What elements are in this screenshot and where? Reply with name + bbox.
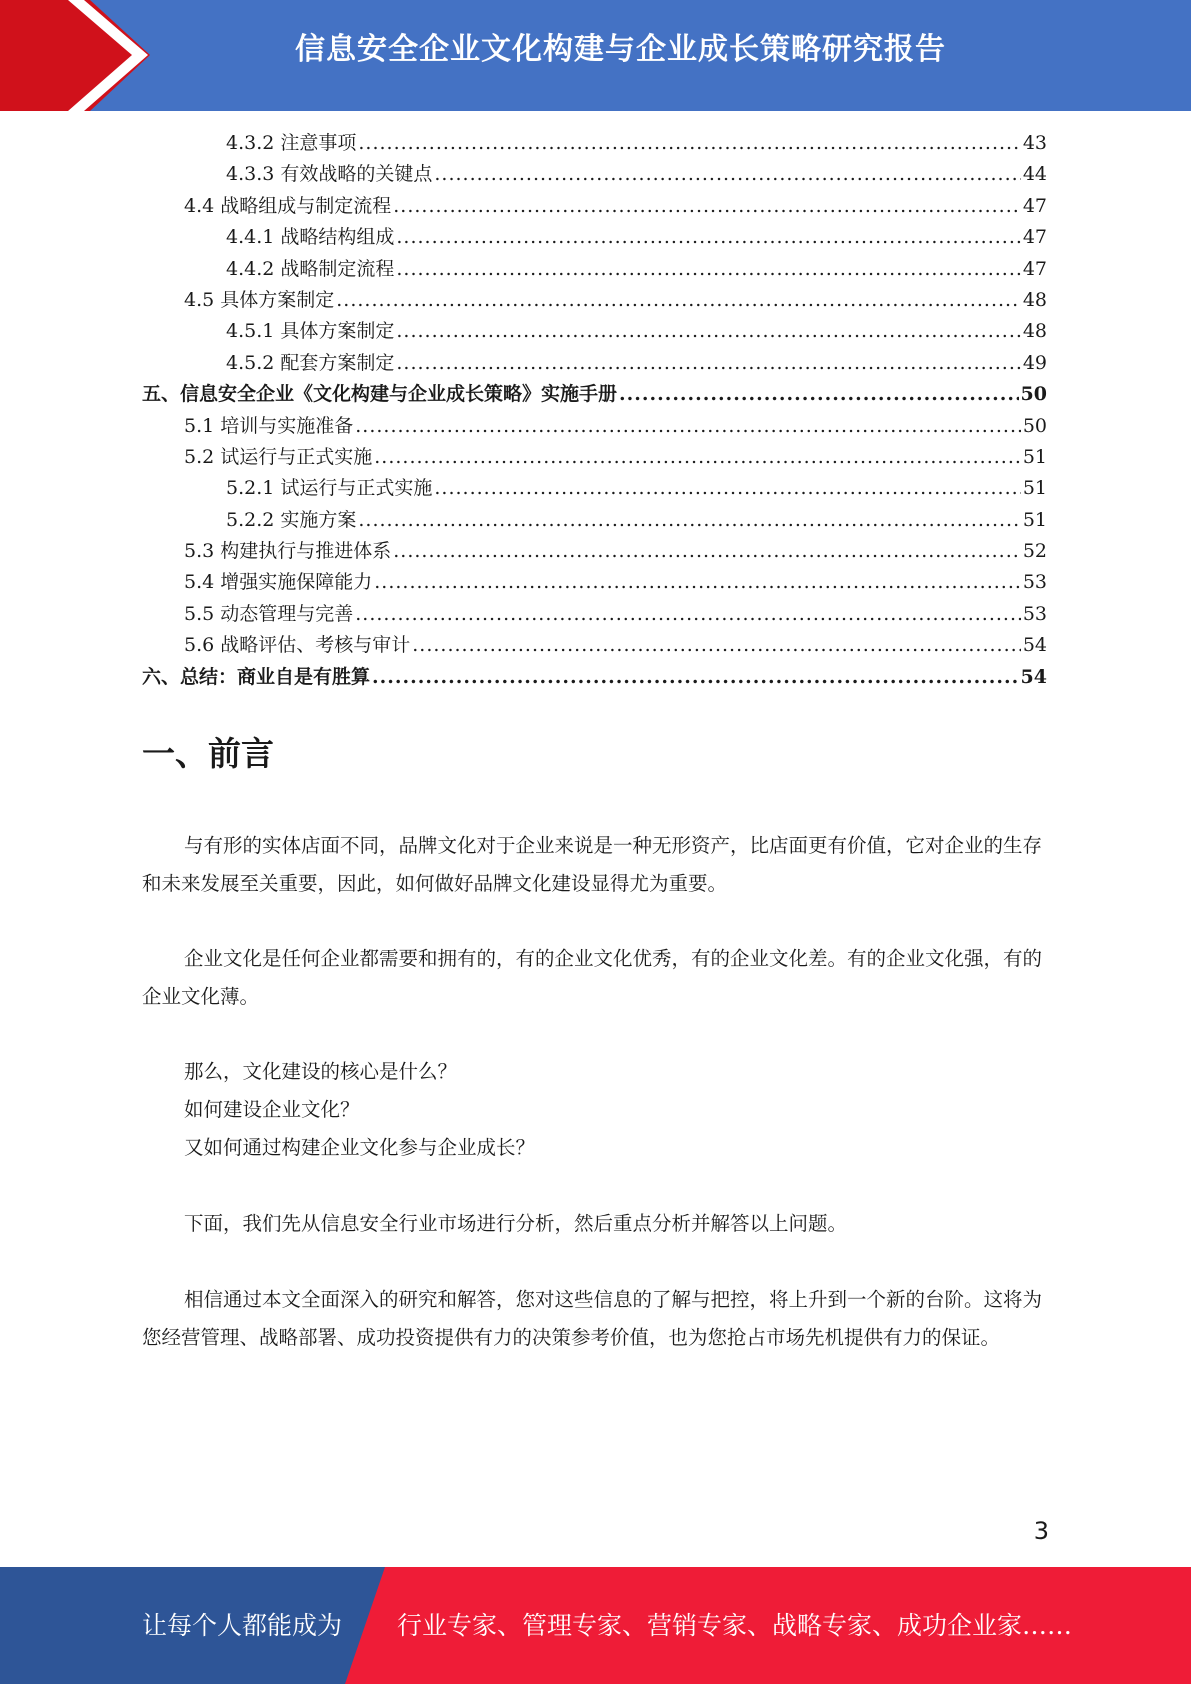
page-header (0, 0, 1191, 111)
toc-entry[interactable] (142, 379, 1047, 410)
toc-entry-label: 5.5 动态管理与完善 (184, 602, 354, 625)
page-number: 3 (1033, 1517, 1049, 1545)
toc-dot-leader (336, 285, 1021, 316)
toc-dot-leader (393, 536, 1021, 567)
toc-entry[interactable] (142, 159, 1047, 190)
toc-entry-label: 4.5.1 具体方案制定 (226, 320, 395, 343)
toc-dot-leader (355, 599, 1021, 630)
toc-entry-page: 50 (1022, 414, 1047, 437)
toc-dot-leader (358, 505, 1020, 536)
toc-entry-label: 5.2 试运行与正式实施 (184, 445, 373, 468)
toc-dot-leader (396, 222, 1020, 253)
toc-entry-page: 54 (1022, 634, 1047, 657)
toc-entry-page: 51 (1022, 508, 1047, 531)
toc-entry-page: 43 (1022, 132, 1047, 154)
toc-entry[interactable] (142, 505, 1047, 536)
toc-entry-page: 51 (1022, 445, 1047, 468)
table-of-contents (142, 128, 1047, 693)
toc-dot-leader (374, 567, 1021, 598)
toc-entry-label: 五、信息安全企业《文化构建与企业成长策略》实施手册 (142, 383, 618, 406)
toc-entry-page: 52 (1022, 540, 1047, 563)
question-1: 那么，文化建设的核心是什么？ (184, 1060, 458, 1083)
toc-entry-page: 47 (1022, 194, 1047, 217)
section-heading: 一、前言 (142, 734, 274, 773)
toc-entry-page: 49 (1022, 351, 1047, 374)
toc-entry-label: 4.3.3 有效战略的关键点 (226, 163, 433, 186)
toc-dot-leader (374, 442, 1021, 473)
paragraph-1: 与有形的实体店面不同，品牌文化对于企业来说是一种无形资产，比店面更有价值，它对企业的生存和未来发展至关重要，因此，如何做好品牌文化建设显得尤为重要。 (142, 834, 1043, 895)
toc-entry[interactable] (142, 567, 1047, 598)
toc-entry[interactable] (142, 128, 1047, 159)
toc-entry-page: 54 (1020, 665, 1047, 688)
toc-entry[interactable] (142, 222, 1047, 253)
toc-entry-page: 44 (1022, 163, 1047, 186)
toc-dot-leader (396, 316, 1020, 347)
toc-entry[interactable] (142, 599, 1047, 630)
toc-dot-leader (396, 254, 1020, 285)
toc-entry-page: 51 (1022, 477, 1047, 500)
toc-entry[interactable] (142, 473, 1047, 504)
toc-entry-page: 47 (1022, 257, 1047, 280)
page-footer (0, 1567, 1191, 1684)
toc-entry-page: 48 (1022, 320, 1047, 343)
question-3: 又如何通过构建企业文化参与企业成长？ (184, 1136, 536, 1159)
toc-entry[interactable] (142, 191, 1047, 222)
toc-entry-label: 5.4 增强实施保障能力 (184, 571, 373, 594)
toc-dot-leader (372, 662, 1019, 693)
toc-entry-page: 53 (1022, 571, 1047, 594)
toc-entry-label: 4.5.2 配套方案制定 (226, 351, 395, 374)
header-chevron-decoration (0, 0, 260, 111)
report-title: 信息安全企业文化构建与企业成长策略研究报告 (295, 32, 946, 67)
toc-entry[interactable] (142, 662, 1047, 693)
toc-dot-leader (355, 411, 1021, 442)
toc-entry-label: 4.4.1 战略结构组成 (226, 226, 395, 249)
toc-entry-label: 4.4.2 战略制定流程 (226, 257, 395, 280)
toc-dot-leader (358, 128, 1020, 159)
toc-entry-label: 5.2.2 实施方案 (226, 508, 357, 531)
paragraph-4: 相信通过本文全面深入的研究和解答，您对这些信息的了解与把控，将上升到一个新的台阶。这将为您经营管理、战略部署、成功投资提供有力的决策参考价值，也为您抢占市场先机提供有力的保证。 (142, 1288, 1043, 1349)
toc-entry[interactable] (142, 348, 1047, 379)
toc-dot-leader (434, 473, 1020, 504)
toc-dot-leader (396, 348, 1020, 379)
footer-slogan-right: 行业专家、管理专家、营销专家、战略专家、成功企业家…… (397, 1611, 1073, 1640)
toc-entry-label: 4.4 战略组成与制定流程 (184, 194, 392, 217)
toc-dot-leader (412, 630, 1021, 661)
paragraph-2: 企业文化是任何企业都需要和拥有的，有的企业文化优秀，有的企业文化差。有的企业文化强，有的企业文化薄。 (142, 947, 1043, 1008)
toc-entry-page: 50 (1020, 383, 1047, 406)
toc-entry-label: 5.2.1 试运行与正式实施 (226, 477, 433, 500)
toc-entry-page: 47 (1022, 226, 1047, 249)
toc-entry[interactable] (142, 285, 1047, 316)
toc-entry-label: 5.1 培训与实施准备 (184, 414, 354, 437)
toc-entry-label: 5.3 构建执行与推进体系 (184, 540, 392, 563)
toc-entry-label: 六、总结：商业自是有胜算 (142, 665, 371, 688)
question-2: 如何建设企业文化？ (184, 1098, 360, 1121)
toc-entry[interactable] (142, 411, 1047, 442)
toc-entry[interactable] (142, 630, 1047, 661)
toc-dot-leader (434, 159, 1020, 190)
toc-dot-leader (619, 379, 1019, 410)
toc-entry-page: 48 (1022, 288, 1047, 311)
toc-entry[interactable] (142, 442, 1047, 473)
toc-entry[interactable] (142, 536, 1047, 567)
footer-slogan-left: 让每个人都能成为 (142, 1611, 343, 1640)
toc-entry-label: 5.6 战略评估、考核与审计 (184, 634, 411, 657)
paragraph-3: 下面，我们先从信息安全行业市场进行分析，然后重点分析并解答以上问题。 (184, 1212, 848, 1235)
toc-entry-label: 4.3.2 注意事项 (226, 132, 357, 154)
toc-entry-page: 53 (1022, 602, 1047, 625)
toc-dot-leader (393, 191, 1021, 222)
toc-entry-label: 4.5 具体方案制定 (184, 288, 335, 311)
toc-entry[interactable] (142, 316, 1047, 347)
toc-entry[interactable] (142, 254, 1047, 285)
